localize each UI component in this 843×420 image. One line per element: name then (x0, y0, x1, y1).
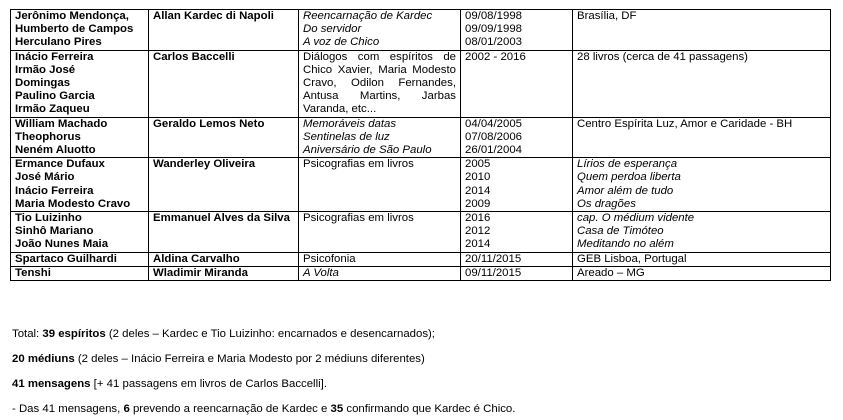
spirit-name: Irmão Zaqueu (15, 103, 90, 116)
medium-cell (149, 117, 299, 158)
spirit-cell (11, 252, 149, 266)
date-value: 2016 (465, 212, 491, 225)
medium-name: Aldina Carvalho (153, 252, 240, 265)
spirit-name: Inácio Ferreira (15, 184, 94, 197)
summary-breakdown-end: confirmando que Kardec é Chico. (343, 403, 516, 415)
summary-mediums (12, 353, 515, 366)
summary-total-rest: (2 deles – Kardec e Tio Luizinho: encarnados e desencarnados); (105, 328, 435, 340)
date-value: 20/11/2015 (465, 252, 522, 265)
spirit-cell (11, 10, 149, 51)
note-cell (573, 266, 831, 280)
note-text: Quem perdoa liberta (577, 171, 681, 184)
medium-cell (149, 266, 299, 280)
summary-breakdown (12, 403, 515, 416)
note-text: Os dragões (577, 197, 636, 210)
date-cell (461, 117, 573, 158)
spirit-name: José Mário (15, 171, 75, 184)
summary-breakdown-prefix: - Das 41 mensagens, (12, 403, 124, 415)
spirit-cell (11, 212, 149, 253)
work-title: Diálogos com espíritos de Chico Xavier, Maria Modesto Cravo, Odilon Fernandes, Antusa Martins, Jarbas Varanda, etc... (303, 50, 456, 116)
summary (12, 328, 515, 416)
summary-total (12, 328, 515, 341)
spirit-name: Tenshi (15, 266, 51, 279)
date-value: 04/04/2005 (465, 117, 523, 130)
summary-total-prefix: Total: (12, 328, 43, 340)
work-title: Psicografias em livros (303, 158, 414, 171)
note-cell (573, 212, 831, 253)
date-cell (461, 212, 573, 253)
work-title: Do servidor (303, 23, 362, 36)
work-title: A Volta (303, 266, 339, 279)
spirit-name: João Nunes Maia (15, 238, 109, 251)
date-cell (461, 10, 573, 51)
table-row (11, 50, 831, 117)
note-text: Amor além de tudo (577, 184, 674, 197)
work-title: Sentinelas de luz (303, 130, 390, 143)
spirit-name: Herculano Pires (15, 36, 102, 49)
spirit-cell (11, 117, 149, 158)
note-cell (573, 252, 831, 266)
summary-messages-rest: [+ 41 passagens em livros de Carlos Baccelli]. (90, 378, 327, 390)
work-cell (299, 158, 461, 212)
date-value: 2012 (465, 225, 491, 238)
table-row (11, 212, 831, 253)
work-title: A voz de Chico (303, 36, 380, 49)
note-text: Casa de Timóteo (577, 225, 664, 238)
summary-breakdown-n1: 6 (123, 403, 130, 415)
summary-mediums-rest: (2 deles – Inácio Ferreira e Maria Modesto por 2 médiuns diferentes) (74, 353, 425, 365)
note-cell (573, 158, 831, 212)
date-value: 08/01/2003 (465, 36, 523, 49)
spirit-name: Paulino Garcia (15, 90, 95, 103)
summary-mediums-count: 20 médiuns (12, 353, 75, 365)
date-value: 07/08/2006 (465, 130, 523, 143)
work-cell (299, 117, 461, 158)
medium-cell (149, 252, 299, 266)
medium-cell (149, 212, 299, 253)
medium-cell (149, 50, 299, 117)
work-title: Psicofonia (303, 252, 356, 265)
summary-messages (12, 378, 515, 391)
spirit-cell (11, 50, 149, 117)
spirit-name: William Machado (15, 117, 108, 130)
table-row (11, 252, 831, 266)
date-value: 2002 - 2016 (465, 50, 526, 63)
spirits-table (10, 9, 831, 281)
date-cell (461, 158, 573, 212)
spirit-name: Domingas (15, 77, 71, 90)
spirit-cell (11, 158, 149, 212)
medium-name: Wanderley Oliveira (153, 158, 256, 171)
medium-name: Carlos Baccelli (153, 50, 235, 63)
medium-name: Wladimir Miranda (153, 266, 248, 279)
work-title: Psicografias em livros (303, 212, 414, 225)
spirit-name: Sinhô Mariano (15, 225, 94, 238)
date-cell (461, 252, 573, 266)
work-cell (299, 212, 461, 253)
spirit-name: Ermance Dufaux (15, 158, 105, 171)
table-row (11, 117, 831, 158)
table-row (11, 158, 831, 212)
note-text: GEB Lisboa, Portugal (577, 252, 687, 265)
spirit-name: Maria Modesto Cravo (15, 197, 131, 210)
note-text: Areado – MG (577, 266, 645, 279)
spirit-name: Irmão José (15, 63, 76, 76)
work-title: Reencarnação de Kardec (303, 10, 433, 22)
date-value: 09/09/1998 (465, 23, 523, 36)
spirit-cell (11, 266, 149, 280)
work-cell (299, 266, 461, 280)
date-value: 2005 (465, 158, 491, 171)
spirit-name: Theophorus (15, 130, 81, 143)
note-text: Meditando no além (577, 238, 674, 251)
note-cell (573, 10, 831, 51)
table-row (11, 10, 831, 51)
date-value: 09/08/1998 (465, 10, 523, 22)
note-cell (573, 117, 831, 158)
date-value: 2010 (465, 171, 491, 184)
note-text: cap. O médium vidente (577, 212, 695, 225)
spirit-name: Jerônimo Mendonça, (15, 10, 129, 22)
medium-name: Emmanuel Alves da Silva (153, 212, 290, 225)
medium-cell (149, 158, 299, 212)
note-text: Centro Espírita Luz, Amor e Caridade - BH (577, 117, 793, 130)
work-title: Memoráveis datas (303, 117, 397, 130)
spirit-name: Humberto de Campos (15, 23, 134, 36)
date-value: 2009 (465, 197, 491, 210)
date-cell (461, 50, 573, 117)
date-value: 2014 (465, 238, 491, 251)
note-text: Brasília, DF (577, 10, 637, 22)
summary-breakdown-mid: prevendo a reencarnação de Kardec e (129, 403, 331, 415)
medium-name: Allan Kardec di Napoli (153, 10, 274, 22)
medium-name: Geraldo Lemos Neto (153, 117, 265, 130)
table-body (11, 10, 831, 281)
work-cell (299, 10, 461, 51)
work-cell (299, 252, 461, 266)
medium-cell (149, 10, 299, 51)
summary-breakdown-n2: 35 (330, 403, 344, 415)
work-title: Aniversário de São Paulo (303, 144, 432, 157)
work-cell (299, 50, 461, 117)
note-text: 28 livros (cerca de 41 passagens) (577, 50, 748, 63)
table-row (11, 266, 831, 280)
note-cell (573, 50, 831, 117)
note-text: Lírios de esperança (577, 158, 678, 171)
date-cell (461, 266, 573, 280)
spirit-name: Tio Luizinho (15, 212, 82, 225)
spirit-name: Spartaco Guilhardi (15, 252, 117, 265)
date-value: 09/11/2015 (465, 266, 522, 279)
summary-total-count: 39 espíritos (42, 328, 106, 340)
date-value: 2014 (465, 184, 491, 197)
spirit-name: Neném Aluotto (15, 144, 96, 157)
date-value: 26/01/2004 (465, 144, 523, 157)
summary-messages-count: 41 mensagens (12, 378, 91, 390)
spirit-name: Inácio Ferreira (15, 50, 94, 63)
